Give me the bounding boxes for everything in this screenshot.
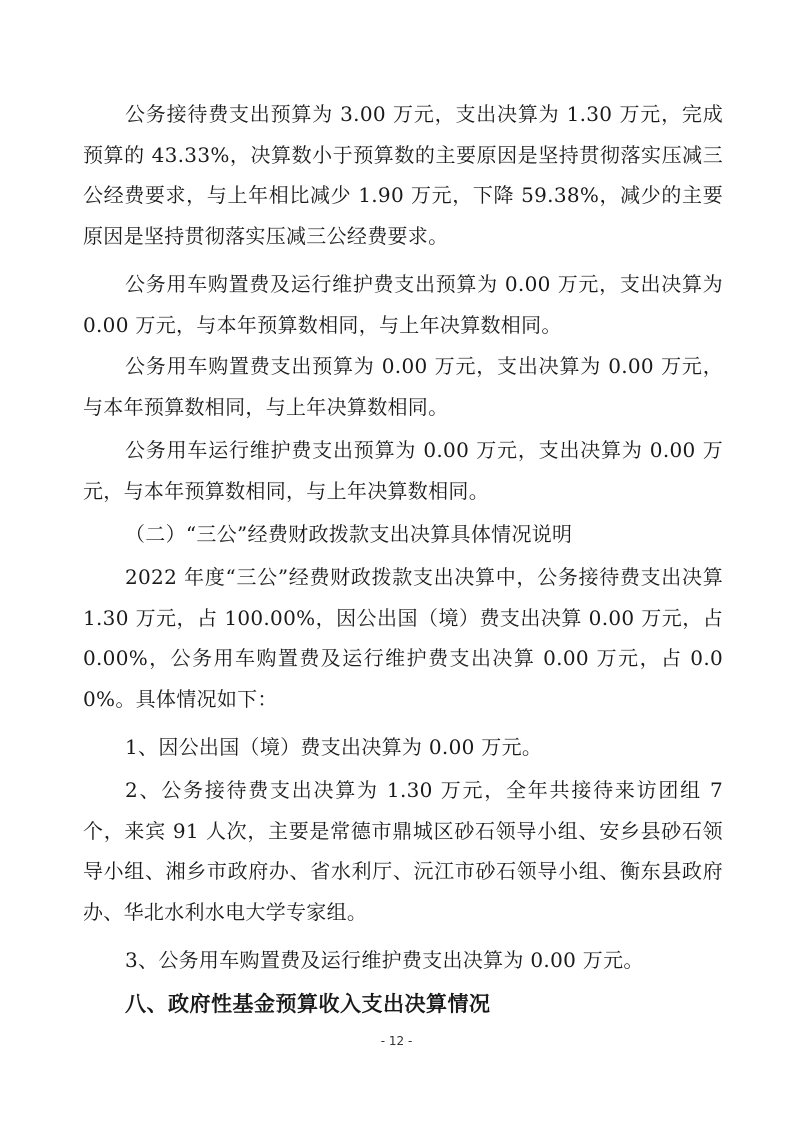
- paragraph-2022-summary: 2022 年度“三公”经费财政拨款支出决算中，公务接待费支出决算 1.30 万元，占 100.00%，因公出国（境）费支出决算 0.00 万元，占 0.00%，公务用车购置费及运行维护费支出决算 0.00 万元，占 0.00%。具体情况如下：: [83, 565, 723, 711]
- page-number: - 12 -: [380, 1034, 413, 1048]
- section-heading-government-fund: 八、政府性基金预算收入支出决算情况: [125, 992, 491, 1016]
- list-item-reception-details: 2、公务接待费支出决算为 1.30 万元，全年共接待来访团组 7 个，来宾 91 人次，主要是常德市鼎城区砂石领导小组、安乡县砂石领导小组、湘乡市政府办、省水利厅、沅江市砂石领导小组、衡东县政府办、华北水利水电大学专家组。: [83, 778, 723, 924]
- subsection-title-three-public-expenses: （二）“三公”经费财政拨款支出决算具体情况说明: [125, 522, 573, 546]
- list-item-vehicle-expense: 3、公务用车购置费及运行维护费支出决算为 0.00 万元。: [125, 948, 644, 972]
- list-item-overseas-expense: 1、因公出国（境）费支出决算为 0.00 万元。: [125, 735, 543, 759]
- paragraph-reception-expense: 公务接待费支出预算为 3.00 万元，支出决算为 1.30 万元，完成预算的 43.33%，决算数小于预算数的主要原因是坚持贯彻落实压减三公经费要求，与上年相比减少 1.90 万元，下降 59.38%，减少的主要原因是坚持贯彻落实压减三公经费要求。: [83, 102, 723, 248]
- paragraph-vehicle-purchase: 公务用车购置费支出预算为 0.00 万元，支出决算为 0.00 万元，与本年预算数相同，与上年决算数相同。: [83, 354, 723, 419]
- paragraph-vehicle-purchase-and-maintenance: 公务用车购置费及运行维护费支出预算为 0.00 万元，支出决算为 0.00 万元，与本年预算数相同，与上年决算数相同。: [83, 272, 723, 337]
- paragraph-vehicle-maintenance: 公务用车运行维护费支出预算为 0.00 万元，支出决算为 0.00 万元，与本年预算数相同，与上年决算数相同。: [83, 438, 723, 503]
